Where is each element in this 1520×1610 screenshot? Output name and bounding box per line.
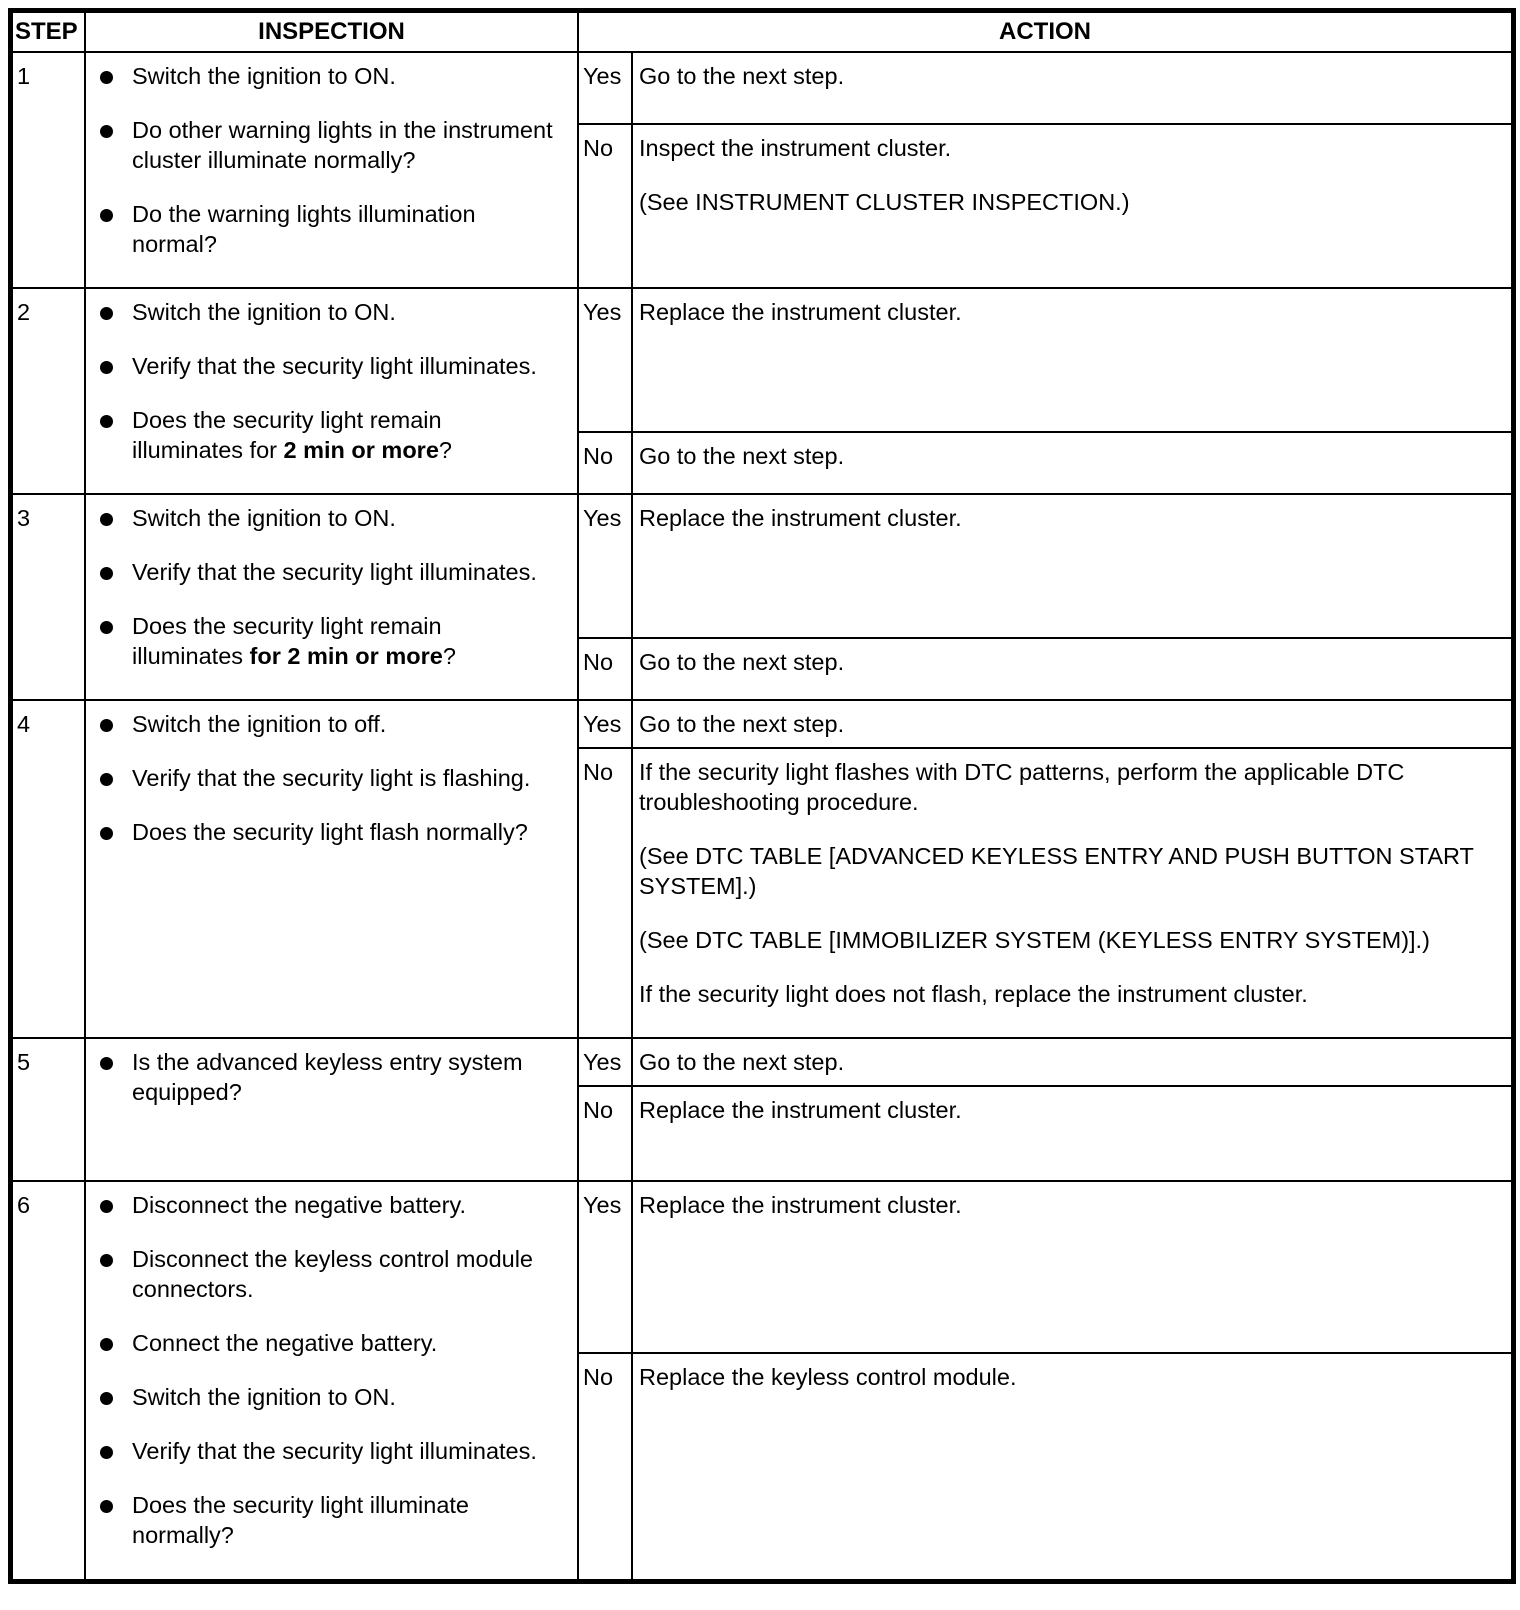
inspection-cell [85,288,578,494]
action-text: Go to the next step. [639,711,845,737]
no-action-cell [632,432,1512,494]
inspection-text: Verify that the security light illuminates. [132,1438,537,1464]
inspection-text: Switch the ignition to off. [132,711,387,737]
inspection-item [132,1244,557,1304]
inspection-item [132,115,557,175]
table-row [12,1181,1512,1353]
action-text: Go to the next step. [639,649,845,675]
bullet-icon [100,209,113,222]
inspection-text: Disconnect the keyless control module connectors. [132,1246,534,1302]
bullet-icon [100,1500,113,1513]
action-text: (See INSTRUMENT CLUSTER INSPECTION.) [639,189,1130,215]
table-row [12,52,1512,124]
action-text: If the security light flashes with DTC patterns, perform the applicable DTC troubleshooting procedure. [639,759,1405,815]
inspection-item [132,1328,557,1358]
bullet-icon [100,1057,113,1070]
step-number: 5 [12,1038,85,1181]
bullet-icon [100,415,113,428]
no-label: No [578,124,632,288]
inspection-text: Disconnect the negative battery. [132,1192,466,1218]
no-action-cell [632,1086,1512,1181]
inspection-item [132,1047,557,1107]
action-text: Replace the instrument cluster. [639,1192,962,1218]
inspection-emphasis: 2 min or more [283,437,439,463]
inspection-text: Switch the ignition to ON. [132,505,396,531]
inspection-item [132,199,557,259]
inspection-text: Switch the ignition to ON. [132,299,396,325]
bullet-icon [100,71,113,84]
bullet-icon [100,125,113,138]
inspection-item [132,817,557,847]
inspection-text: Does the security light illuminate normally? [132,1492,469,1548]
inspection-item [132,557,557,587]
bullet-icon [100,1446,113,1459]
yes-action-cell [632,1181,1512,1353]
inspection-text: Do the warning lights illumination normal? [132,201,476,257]
no-label: No [578,1086,632,1181]
no-label: No [578,432,632,494]
inspection-text: ? [442,643,456,669]
inspection-text: Is the advanced keyless entry system equipped? [132,1049,523,1105]
inspection-item [132,61,557,91]
inspection-text: Do other warning lights in the instrument cluster illuminate normally? [132,117,553,173]
no-action-cell [632,748,1512,1038]
inspection-item [132,503,557,533]
inspection-text: Connect the negative battery. [132,1330,438,1356]
inspection-item [132,351,557,381]
inspection-item [132,405,557,465]
bullet-icon [100,773,113,786]
step-number: 3 [12,494,85,700]
yes-label: Yes [578,1038,632,1086]
troubleshooting-table [8,8,1516,1584]
yes-action-cell [632,700,1512,748]
step-number: 6 [12,1181,85,1580]
yes-label: Yes [578,288,632,432]
bullet-icon [100,621,113,634]
yes-label: Yes [578,700,632,748]
step-number: 1 [12,52,85,288]
yes-action-cell [632,494,1512,638]
bullet-icon [100,827,113,840]
bullet-icon [100,719,113,732]
bullet-icon [100,567,113,580]
yes-action-cell [632,52,1512,124]
no-action-cell [632,124,1512,288]
inspection-text: Does the security light remain illuminates for [132,407,442,463]
inspection-item [132,297,557,327]
inspection-cell [85,1181,578,1580]
yes-label: Yes [578,1181,632,1353]
action-text: Go to the next step. [639,443,845,469]
table-row [12,1038,1512,1086]
bullet-icon [100,1338,113,1351]
yes-action-cell [632,288,1512,432]
no-label: No [578,748,632,1038]
header-action: ACTION [578,12,1512,52]
inspection-emphasis: for 2 min or more [249,643,443,669]
inspection-item [132,1190,557,1220]
inspection-item [132,611,557,671]
inspection-cell [85,52,578,288]
step-number: 2 [12,288,85,494]
action-text: Inspect the instrument cluster. [639,135,952,161]
inspection-text: ? [438,437,452,463]
no-label: No [578,1353,632,1580]
inspection-item [132,763,557,793]
inspection-item [132,1382,557,1412]
inspection-item [132,1490,557,1550]
bullet-icon [100,307,113,320]
inspection-text: Verify that the security light illuminates. [132,353,537,379]
action-text: Go to the next step. [639,63,845,89]
bullet-icon [100,1200,113,1213]
action-text: (See DTC TABLE [ADVANCED KEYLESS ENTRY AND PUSH BUTTON START SYSTEM].) [639,843,1474,899]
bullet-icon [100,1254,113,1267]
yes-label: Yes [578,494,632,638]
inspection-text: Switch the ignition to ON. [132,63,396,89]
table-header [12,12,1512,52]
inspection-text: Verify that the security light illuminates. [132,559,537,585]
inspection-cell [85,700,578,1038]
inspection-item [132,709,557,739]
inspection-text: Does the security light flash normally? [132,819,528,845]
bullet-icon [100,1392,113,1405]
inspection-text: Switch the ignition to ON. [132,1384,396,1410]
table-row [12,700,1512,748]
action-text: Replace the keyless control module. [639,1364,1017,1390]
yes-action-cell [632,1038,1512,1086]
step-number: 4 [12,700,85,1038]
yes-label: Yes [578,52,632,124]
inspection-cell [85,1038,578,1181]
table-row [12,494,1512,638]
no-action-cell [632,1353,1512,1580]
inspection-text: Does the security light remain illuminates [132,613,442,669]
table-row [12,288,1512,432]
header-inspection: INSPECTION [85,12,578,52]
no-action-cell [632,638,1512,700]
inspection-cell [85,494,578,700]
action-text: (See DTC TABLE [IMMOBILIZER SYSTEM (KEYLESS ENTRY SYSTEM)].) [639,927,1430,953]
action-text: Replace the instrument cluster. [639,299,962,325]
action-text: If the security light does not flash, replace the instrument cluster. [639,981,1308,1007]
inspection-text: Verify that the security light is flashing. [132,765,531,791]
bullet-icon [100,513,113,526]
action-text: Replace the instrument cluster. [639,505,962,531]
action-text: Replace the instrument cluster. [639,1097,962,1123]
bullet-icon [100,361,113,374]
header-step: STEP [12,12,85,52]
inspection-item [132,1436,557,1466]
no-label: No [578,638,632,700]
action-text: Go to the next step. [639,1049,845,1075]
